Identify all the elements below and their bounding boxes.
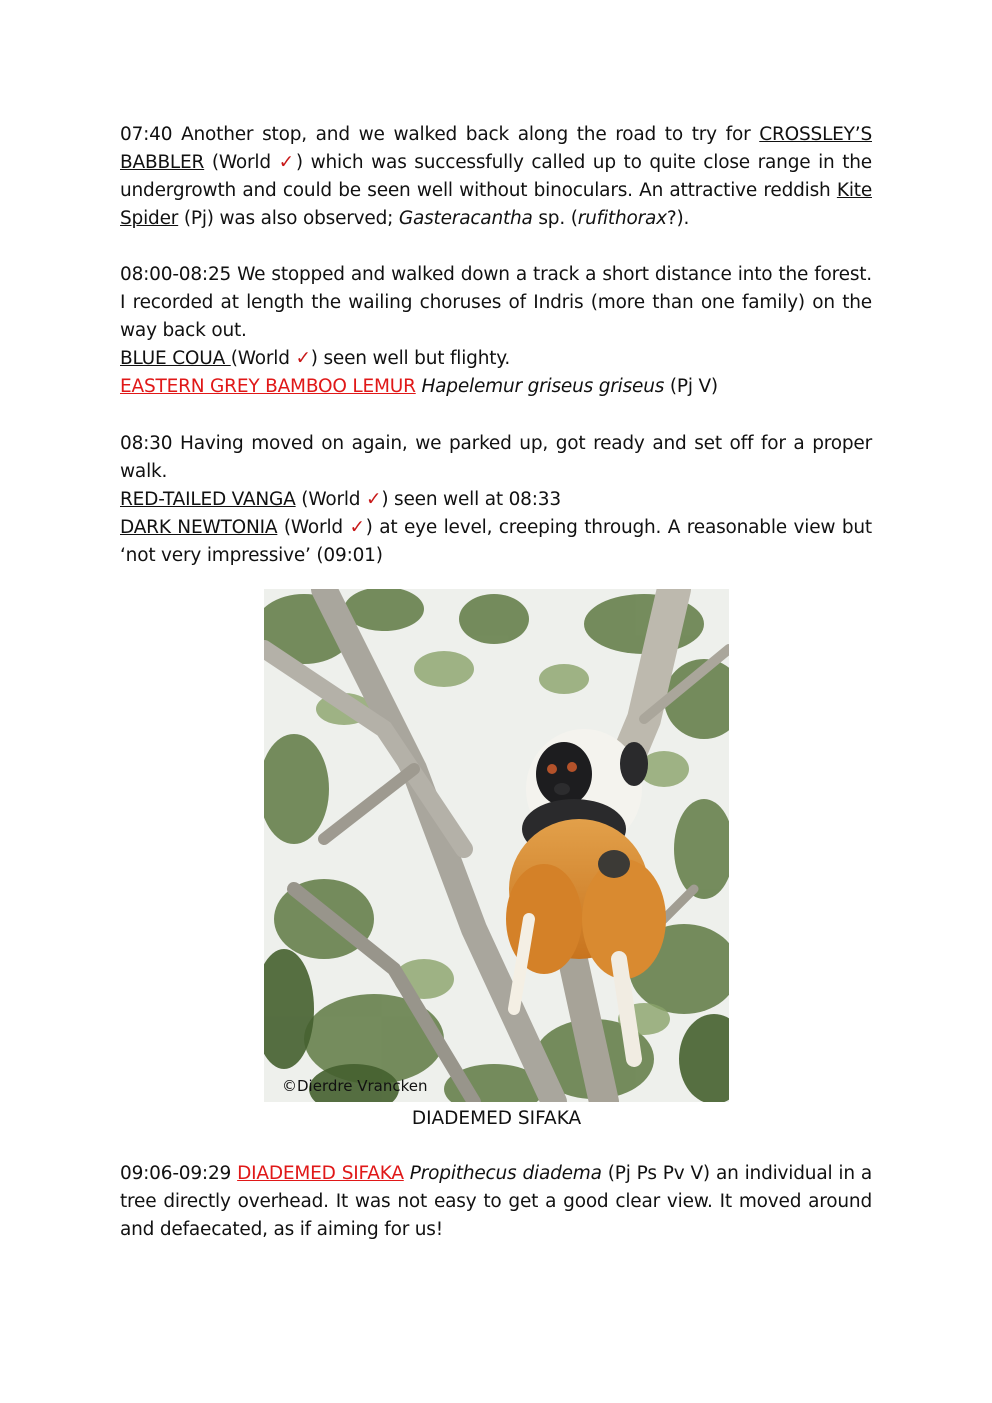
entry-0740 xyxy=(120,121,872,233)
photo-caption: DIADEMED SIFAKA xyxy=(411,1108,582,1129)
entry-0740-text: 07:40 Another stop, and we walked back along the road to try for CROSSLEY’S BABBLER (World ✓) which was successfully called up to quite close range in the undergrowth and could be seen well without binoculars. An attractive reddish Kite Spider (Pj) was also observed; Gasteracantha sp. (rufithorax?). xyxy=(120,124,872,229)
entry-dark-newtonia: DARK NEWTONIA (World ✓) at eye level, creeping through. A reasonable view but ‘not very impressive’ (09:01) xyxy=(120,517,872,566)
latin-name: Propithecus diadema xyxy=(409,1163,602,1184)
entry-bamboo-lemur: EASTERN GREY BAMBOO LEMUR Hapelemur griseus griseus (Pj V) xyxy=(120,376,718,397)
entry-0906 xyxy=(120,1160,872,1244)
entry-time: 08:00-08:25 xyxy=(120,264,232,285)
checkmark-icon: ✓ xyxy=(278,152,296,173)
entry-time: 08:30 xyxy=(120,433,173,454)
photo-credit: ©Dierdre Vrancken xyxy=(282,1077,428,1095)
checkmark-icon: ✓ xyxy=(366,489,382,510)
latin-name: rufithorax xyxy=(577,208,667,229)
species-diademed-sifaka: DIADEMED SIFAKA xyxy=(237,1163,404,1184)
species-dark-newtonia: DARK NEWTONIA xyxy=(120,517,278,538)
entry-red-tailed-vanga: RED-TAILED VANGA (World ✓) seen well at 08:33 xyxy=(120,489,561,510)
latin-name: Gasteracantha xyxy=(398,208,533,229)
species-red-tailed-vanga: RED-TAILED VANGA xyxy=(120,489,296,510)
entry-time: 07:40 xyxy=(120,124,173,145)
entry-0800 xyxy=(120,261,872,401)
entry-time: 09:06-09:29 xyxy=(120,1163,232,1184)
entry-0800-text: 08:00-08:25 We stopped and walked down a track a short distance into the forest. I recorded at length the wailing choruses of Indris (more than one family) on the way back out. xyxy=(120,264,872,341)
latin-name: Hapelemur griseus griseus xyxy=(421,376,665,397)
entry-blue-coua: BLUE COUA (World ✓) seen well but flighty. xyxy=(120,348,511,369)
sifaka-photo xyxy=(264,589,729,1102)
sifaka-illustration xyxy=(264,589,729,1102)
species-blue-coua: BLUE COUA xyxy=(120,348,231,369)
species-eastern-grey-bamboo-lemur: EASTERN GREY BAMBOO LEMUR xyxy=(120,376,416,397)
entry-0906-text: 09:06-09:29 DIADEMED SIFAKA Propithecus diadema (Pj Ps Pv V) an individual in a tree directly overhead. It was not easy to get a good clear view. It moved around and defaecated, as if aiming for us! xyxy=(120,1163,872,1240)
checkmark-icon: ✓ xyxy=(295,348,311,369)
checkmark-icon: ✓ xyxy=(349,517,366,538)
entry-0830 xyxy=(120,430,872,570)
species-crossleys-babbler: CROSSLEY’S BABBLER xyxy=(120,124,872,173)
species-kite-spider: Kite Spider xyxy=(120,180,872,229)
entry-0830-text: 08:30 Having moved on again, we parked up, got ready and set off for a proper walk. xyxy=(120,433,872,482)
